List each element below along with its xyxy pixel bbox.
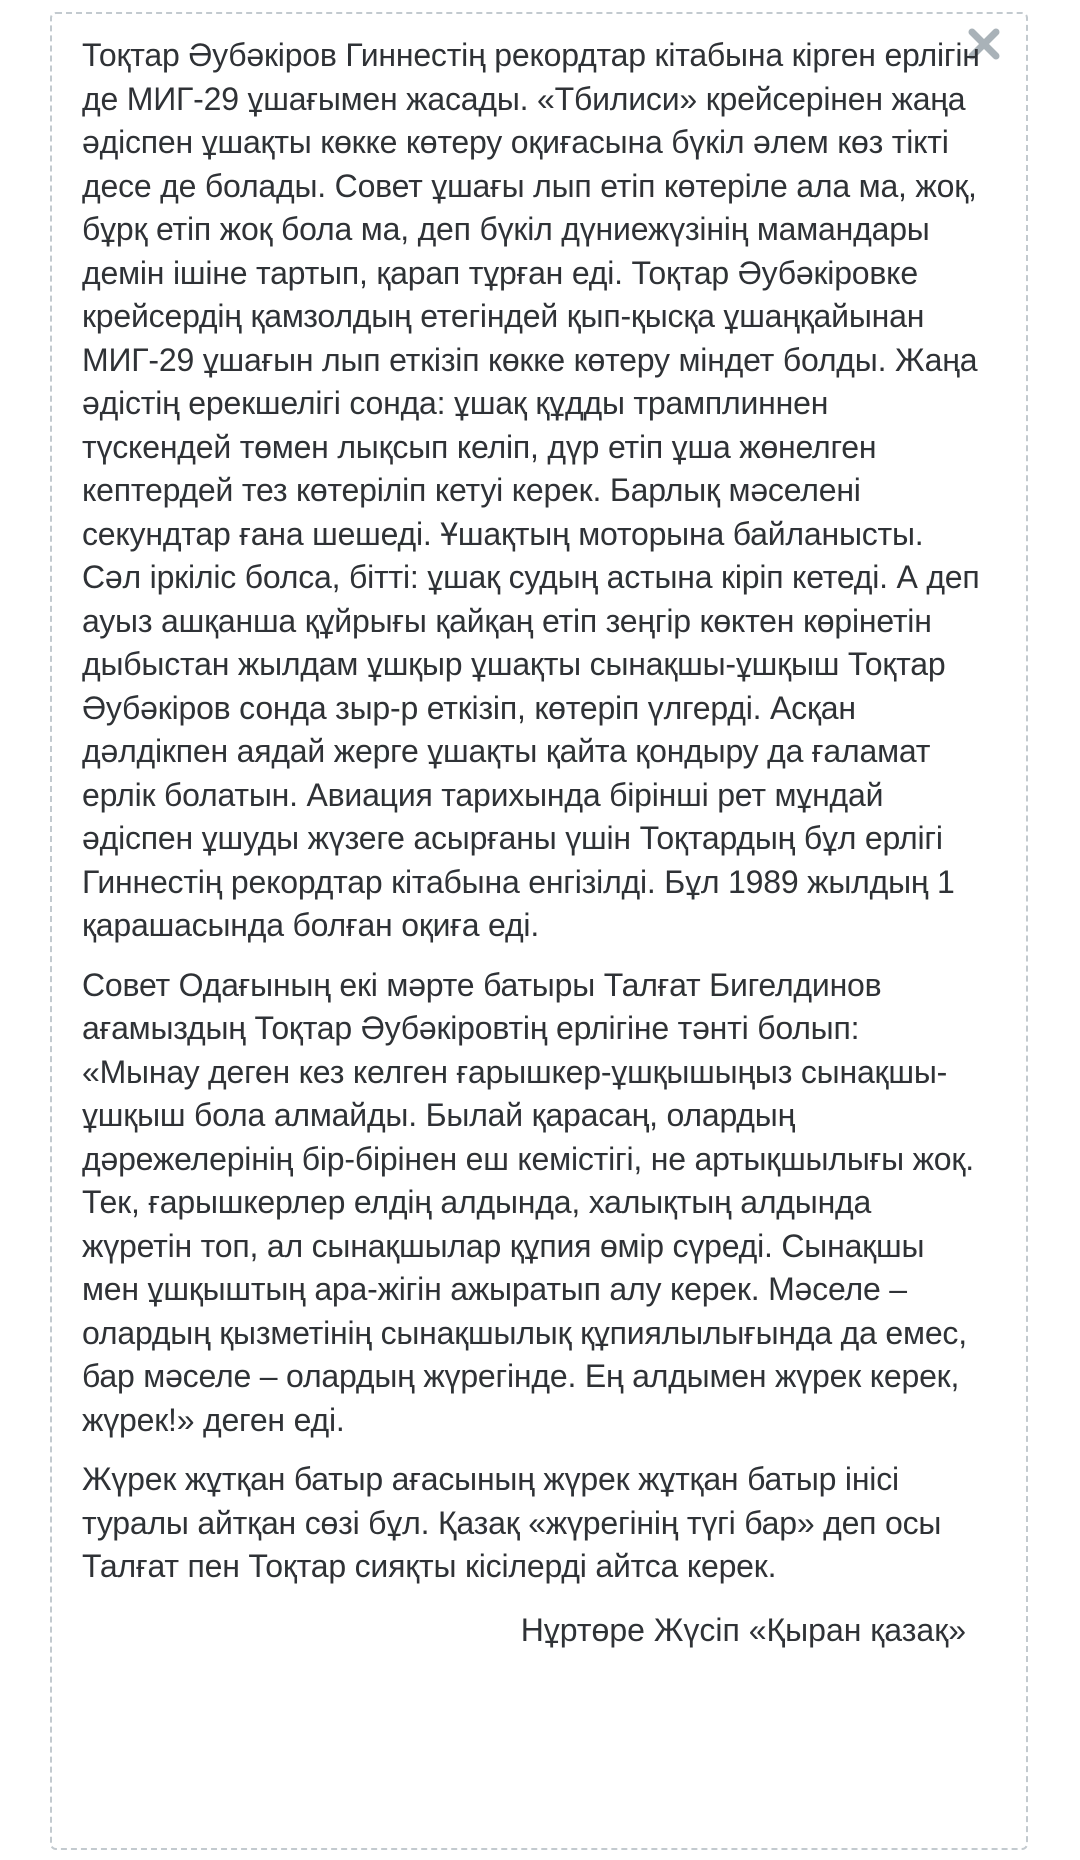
text-panel [50, 12, 1028, 1850]
article-paragraph-2: Совет Одағының екі мәрте батыры Талғат Бигелдинов ағамыздың Тоқтар Әубәкіровтің ерлігіне тәнті болып: «Мынау деген кез келген ғарышкер-ұшқышыңыз сынақшы-ұшқыш бола алмайды. Былай қарасаң, олардың дәрежелерінің бір-бірінен еш кемістігі, не артықшылығы жоқ. Тек, ғарышкерлер елдің алдында, халықтың алдында жүретін топ, ал сынақшылар құпия өмір сүреді. Сынақшы мен ұшқыштың ара-жігін ажыратып алу керек. Мәселе – олардың қызметінің сынақшылық құпиялылығында да емес, бар мәселе – олардың жүрегінде. Ең алдымен жүрек керек, жүрек!» деген еді. [82, 966, 974, 1438]
article-signature: Нұртөре Жүсіп «Қыран қазақ» [520, 1611, 966, 1648]
article-paragraph-1: Тоқтар Әубәкіров Гиннестің рекордтар кітабына кірген ерлігін де МИГ-29 ұшағымен жасады. «Тбилиси» крейсерінен жаңа әдіспен ұшақты көкке көтеру оқиғасына бүкіл әлем көз тікті десе де болады. Совет ұшағы лып етіп көтеріле ала ма, жоқ, бұрқ етіп жоқ бола ма, деп бүкіл дүниежүзінің мамандары демін ішіне тартып, қарап тұрған еді. Тоқтар Әубәкіровке крейсердің қамзолдың етегіндей қып-қысқа ұшаңқайынан МИГ-29 ұшағын лып еткізіп көкке көтеру міндет болды. Жаңа әдістің ерекшелігі сонда: ұшақ құдды трамплиннен түскендей төмен лықсып келіп, дүр етіп ұша жөнелген кептердей тез көтеріліп кетуі керек. Барлық мәселені секундтар ғана шешеді. Ұшақтың моторына байланысты. Сәл іркіліс болса, бітті: ұшақ судың астына кіріп кетеді. А деп ауыз ашқанша құйрығы қайқаң етіп зеңгір көктен көрінетін дыбыстан жылдам ұшқыр ұшақты сынақшы-ұшқыш Тоқтар Әубәкіров сонда зыр-р еткізіп, көтеріп үлгерді. Асқан дәлдікпен аядай жерге ұшақты қайта қондыру да ғаламат ерлік болатын. Авиация тарихында бірінші рет мұндай әдіспен ұшуды жүзеге асырғаны үшін Тоқтардың бұл ерлігі Гиннестің рекордтар кітабына енгізілді. Бұл 1989 жылдың 1 қарашасында болған оқиға еді. [82, 37, 980, 943]
article-paragraph-3: Жүрек жұтқан батыр ағасының жүрек жұтқан батыр інісі туралы айтқан сөзі бұл. Қазақ «жүрегінің түгі бар» деп осы Талғат пен Тоқтар сияқты кісілерді айтса керек. [82, 1461, 942, 1584]
article-content [82, 34, 982, 1652]
